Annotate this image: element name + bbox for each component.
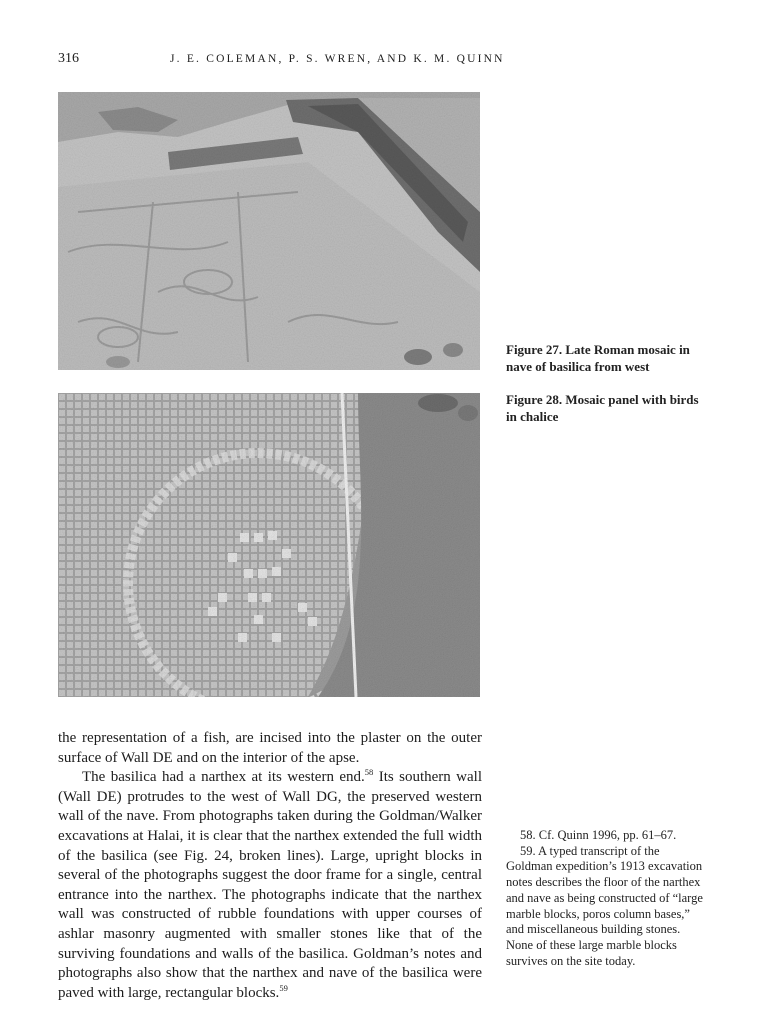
page-number: 316 <box>58 51 79 66</box>
figure-28-photo <box>58 393 480 697</box>
body-paragraph-1: the representation of a fish, are incised into the plaster on the outer surface of Wall DE and on the interior of the apse. <box>58 730 482 766</box>
body-paragraph-2 <box>58 768 482 1003</box>
footnote-ref-59: 59 <box>279 982 288 993</box>
footnote-58: 58. Cf. Quinn 1996, pp. 61–67. <box>520 828 677 842</box>
figure-27-photo <box>58 92 480 370</box>
running-head: J. E. COLEMAN, P. S. WREN, AND K. M. QUINN <box>170 53 505 65</box>
paragraph-2-text-b: Its southern wall (Wall DE) protrudes to the west of Wall DG, the preserved western wall of the nave. From photographs taken during the Goldman/Walker excavations at Halai, it is clear that the narthex extended the full width of the basilica (see Fig. 24, broken lines). Large, upright blocks in several of the photographs suggest the door frame for a single, central entrance into the narthex. The photographs indicate that the narthex wall was constructed of rubble foundations with upper courses of ashlar masonry augmented with smaller stones like that of the surviving foundations and walls of the basilica. Goldman’s notes and photographs also show that the narthex and nave of the basilica were paved with large, rectangular blocks. <box>58 769 482 1001</box>
body-text <box>58 729 482 1003</box>
footnote-59: 59. A typed transcript of the Goldman expedition’s 1913 excavation notes describes the floor of the narthex and nave as being constructed of “large marble blocks, poros column bases,” and miscellaneous building stones. None of these large marble blocks survives on the site today. <box>506 843 703 968</box>
figure-28-caption: Figure 28. Mosaic panel with birds in chalice <box>506 392 699 424</box>
footnote-ref-58: 58 <box>364 767 374 778</box>
figure-27-caption: Figure 27. Late Roman mosaic in nave of basilica from west <box>506 342 690 374</box>
paragraph-2-text-a: The basilica had a narthex at its western end. <box>82 769 365 786</box>
footnotes <box>506 828 706 969</box>
